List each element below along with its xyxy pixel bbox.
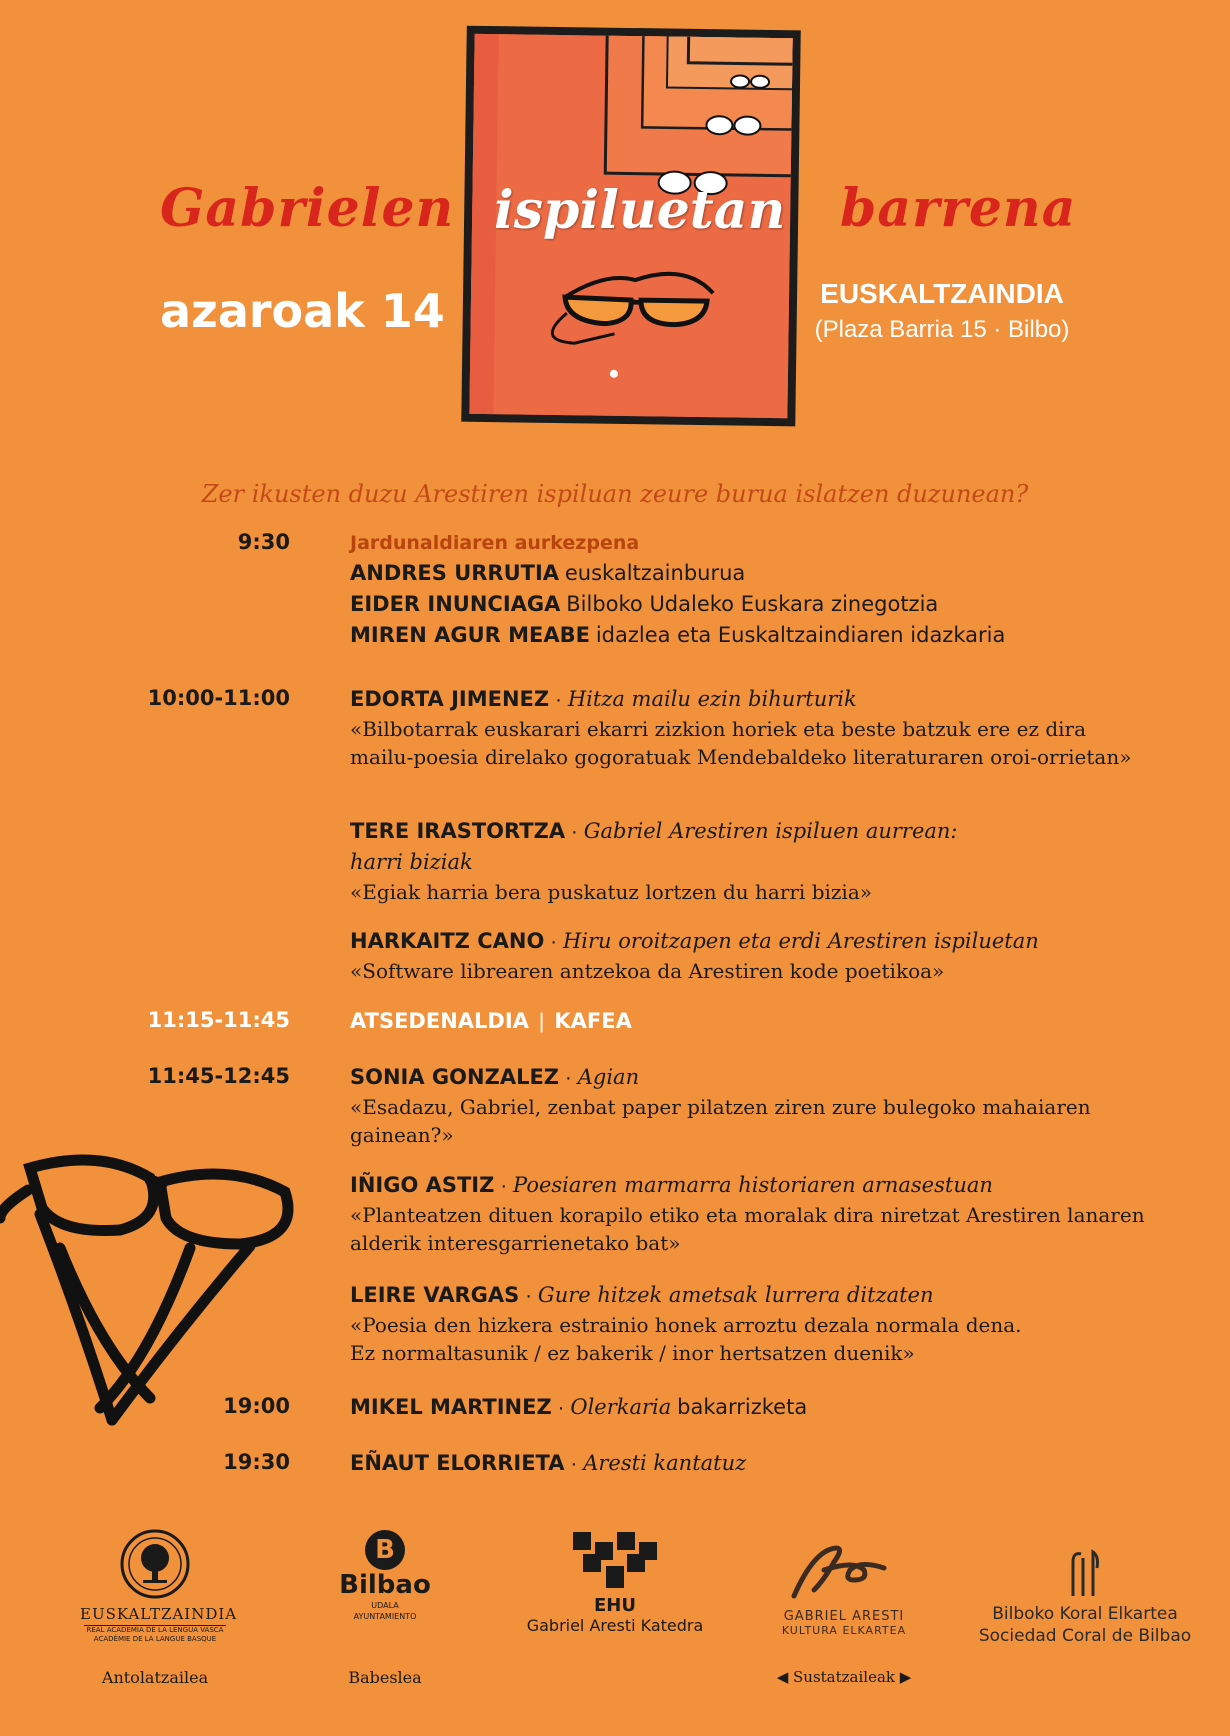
tree-emblem-icon (119, 1528, 191, 1600)
talk-quote: «Poesia den hizkera estrainio honek arroztu dezala normala dena. (350, 1313, 1022, 1337)
coffee-label: KAFEA (554, 1009, 632, 1033)
separator: | (538, 1010, 545, 1033)
dot: · (570, 820, 578, 843)
dot: · (570, 1452, 578, 1475)
talk-title: Gure hitzek ametsak lurrera ditzaten (537, 1283, 934, 1307)
sponsor-label: Babeslea (348, 1668, 422, 1687)
talk-title-cont: harri biziak (350, 850, 473, 874)
title-middle: ispiluetan (494, 180, 786, 241)
venue (812, 278, 1072, 344)
speaker-name: SONIA GONZALEZ (350, 1065, 560, 1089)
logo-koral-elkartea (960, 1548, 1210, 1647)
time-label: 19:30 (223, 1450, 290, 1474)
time-label: 11:15-11:45 (147, 1008, 290, 1032)
dot: · (525, 1284, 533, 1307)
promoters-label: ◀ Sustatzaileak ▶ (776, 1668, 912, 1686)
logo-aresti-elkartea (754, 1540, 934, 1637)
talk-quote-cont: Ez normaltasunik / ez bakerik / inor hertsatzen duenik» (350, 1341, 915, 1365)
title-right: barrena (840, 178, 1077, 239)
signature-icon (784, 1540, 904, 1604)
koral-emblem-icon (1065, 1548, 1105, 1598)
speaker-role: idazlea eta Euskaltzaindiaren idazkaria (595, 623, 1006, 647)
title-left: Gabrielen (160, 178, 455, 239)
speaker-name: EDORTA JIMENEZ (350, 687, 550, 711)
dot: · (550, 930, 558, 953)
aresti-sub: KULTURA ELKARTEA (781, 1624, 907, 1637)
ehu-name: EHU (594, 1595, 636, 1616)
speaker-name: MIKEL MARTINEZ (350, 1395, 552, 1419)
time-label: 10:00-11:00 (147, 686, 290, 710)
aresti-name: GABRIEL ARESTI (783, 1609, 905, 1624)
time-label: 19:00 (223, 1394, 290, 1418)
event-date: azaroak 14 (160, 284, 445, 338)
talk-suffix: bakarrizketa (677, 1395, 808, 1419)
bilbao-sub2: AYUNTAMIENTO (353, 1612, 417, 1621)
speaker-name: MIREN AGUR MEABE (350, 623, 590, 647)
speaker-name: HARKAITZ CANO (350, 929, 545, 953)
speaker-name: IÑIGO ASTIZ (350, 1173, 495, 1197)
venue-name: EUSKALTZAINDIA (820, 278, 1064, 309)
talk-quote: «Planteatzen dituen korapilo etiko eta moralak dira niretzat Arestiren lanaren alderik interesgarrienetako bat» (350, 1203, 1145, 1255)
time-label: 9:30 (237, 530, 290, 554)
speaker-name: TERE IRASTORTZA (350, 819, 566, 843)
bilbao-name: Bilbao (339, 1570, 431, 1600)
talk-title: Olerkaria (570, 1395, 672, 1419)
euskaltzaindia-sub2: ACADÉMIE DE LA LANGUE BASQUE (93, 1635, 217, 1643)
tagline-question: Zer ikusten duzu Arestiren ispiluan zeure burua islatzen duzunean? (201, 480, 1029, 508)
speaker-name: ANDRES URRUTIA (350, 561, 560, 585)
dot: · (557, 1396, 565, 1419)
break-label: ATSEDENALDIA (350, 1009, 529, 1033)
speaker-name: LEIRE VARGAS (350, 1283, 520, 1307)
euskaltzaindia-sub1: REAL ACADEMIA DE LA LENGUA VASCA (86, 1626, 224, 1634)
speaker-role: euskaltzainburua (564, 561, 746, 585)
speaker-name: EÑAUT ELORRIETA (350, 1451, 565, 1475)
koral-line1: Bilboko Koral Elkartea (992, 1604, 1178, 1624)
venue-address: (Plaza Barria 15 · Bilbo) (814, 316, 1070, 343)
euskaltzaindia-name: EUSKALTZAINDIA (80, 1605, 238, 1623)
glasses-illustration (0, 1148, 310, 1438)
talk-quote: «Esadazu, Gabriel, zenbat paper pilatzen ziren zure bulegoko mahaiaren gainean?» (350, 1095, 1091, 1147)
talk-title: Aresti kantatuz (583, 1451, 747, 1475)
ehu-sub: Gabriel Aresti Katedra (526, 1616, 704, 1635)
talk-title: Hiru oroitzapen eta erdi Arestiren ispiluetan (562, 929, 1039, 953)
logo-euskaltzaindia (80, 1528, 238, 1644)
talk-title: Poesiaren marmarra historiaren arnasestuan (513, 1173, 993, 1197)
speaker-role: Bilboko Udaleko Euskara zinegotzia (566, 592, 939, 616)
organizer-label: Antolatzailea (101, 1668, 209, 1687)
talk-title: Agian (577, 1065, 640, 1089)
logo-bilbao (320, 1530, 450, 1622)
talk-title: Hitza mailu ezin bihurturik (567, 687, 857, 711)
talk-quote: «Egiak harria bera puskatuz lortzen du harri bizia» (350, 880, 872, 904)
bilbao-b-icon: B (365, 1530, 405, 1570)
speaker-name: EIDER INUNCIAGA (350, 592, 561, 616)
time-label: 11:45-12:45 (147, 1064, 290, 1088)
talk-title: Gabriel Arestiren ispiluen aurrean: (583, 819, 958, 843)
session-title: Jardunaldiaren aurkezpena (350, 532, 640, 554)
ehu-emblem-icon (573, 1532, 657, 1590)
talk-quote: «Software librearen antzekoa da Arestiren kode poetikoa» (350, 959, 945, 983)
talk-quote: «Bilbotarrak euskarari ekarri zizkion horiek eta beste batzuk ere ez dira mailu-poesia direlako gogoratuak Mendebaldeko literaturaren oroi-orrietan» (350, 717, 1132, 769)
dot: · (554, 688, 562, 711)
logo-ehu (520, 1532, 710, 1635)
koral-line2: Sociedad Coral de Bilbao (978, 1626, 1192, 1646)
dot: · (564, 1066, 572, 1089)
bilbao-sub1: UDALA (371, 1601, 399, 1610)
dot: · (500, 1174, 508, 1197)
